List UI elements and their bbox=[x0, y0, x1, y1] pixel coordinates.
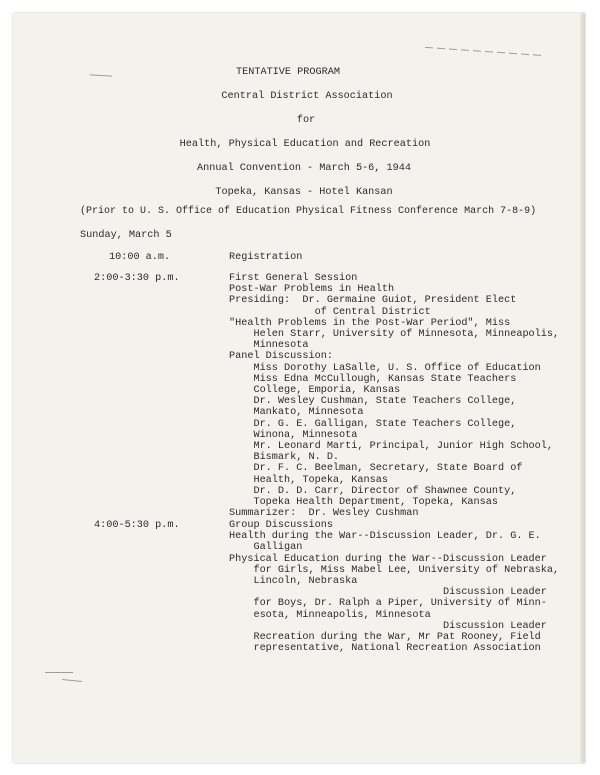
session-line: Miss Dorothy LaSalle, U. S. Office of Education bbox=[229, 362, 541, 374]
session-line: Dr. Wesley Cushman, State Teachers College, bbox=[229, 396, 517, 408]
session-line: Health, Topeka, Kansas bbox=[229, 474, 388, 486]
convention-location: Topeka, Kansas - Hotel Kansan bbox=[215, 187, 393, 198]
session-line: Health during the War--Discussion Leader, Dr. G. E. bbox=[229, 531, 541, 543]
session-time: 4:00-5:30 p.m. bbox=[94, 520, 180, 531]
session-line: Galligan bbox=[229, 542, 303, 554]
association-for: for bbox=[296, 115, 316, 126]
day-heading: Sunday, March 5 bbox=[80, 230, 172, 241]
session-line: Lincoln, Nebraska bbox=[229, 576, 358, 587]
pencil-mark bbox=[45, 672, 73, 673]
session-line: Bismark, N. D. bbox=[229, 452, 340, 464]
session-line: Discussion Leader bbox=[229, 587, 547, 599]
session-line: Discussion Leader bbox=[229, 620, 547, 632]
session-time: 2:00-3:30 p.m. bbox=[94, 273, 180, 284]
session-line: for Boys, Dr. Ralph a Piper, University of Minn- bbox=[229, 598, 547, 610]
session-line: representative, National Recreation Association bbox=[229, 643, 541, 655]
association-name: Central District Association bbox=[221, 91, 393, 102]
session-line: Mankato, Minnesota bbox=[229, 407, 364, 419]
session-line: Group Discussions bbox=[229, 520, 333, 531]
session-line: esota, Minneapolis, Minnesota bbox=[229, 609, 431, 621]
session-line: Helen Starr, University of Minnesota, Minneapolis, bbox=[229, 329, 560, 340]
session-line: College, Emporia, Kansas bbox=[229, 385, 401, 396]
session-line: Post-War Problems in Health bbox=[229, 284, 395, 296]
session-line: Winona, Minnesota bbox=[229, 429, 358, 441]
session-line: Dr. F. C. Beelman, Secretary, State Board of bbox=[229, 463, 523, 475]
session-line: Minnesota bbox=[229, 340, 309, 352]
session-line: Recreation during the War, Mr Pat Rooney, Field bbox=[229, 632, 541, 643]
session-line: of Central District bbox=[229, 306, 431, 318]
session-line: Physical Education during the War--Discussion Leader bbox=[229, 553, 547, 565]
session-line: First General Session bbox=[229, 273, 358, 284]
association-field: Health, Physical Education and Recreation bbox=[179, 139, 431, 150]
session-time: 10:00 a.m. bbox=[109, 252, 171, 263]
session-line: Panel Discussion: bbox=[229, 351, 333, 363]
session-line: Topeka Health Department, Topeka, Kansas bbox=[229, 497, 498, 508]
session-line: Summarizer: Dr. Wesley Cushman bbox=[229, 508, 419, 520]
program-title: TENTATIVE PROGRAM bbox=[236, 67, 340, 78]
session-line: Mr. Leonard Marti, Principal, Junior High School, bbox=[229, 441, 554, 452]
session-line: Dr. D. D. Carr, Director of Shawnee County, bbox=[229, 485, 517, 497]
session-line: Presiding: Dr. Germaine Guiot, President Elect bbox=[229, 295, 517, 307]
session-line: Miss Edna McCullough, Kansas State Teachers bbox=[229, 373, 517, 385]
session-line: "Health Problems in the Post-War Period", Miss bbox=[229, 317, 511, 329]
session-line: for Girls, Miss Mabel Lee, University of Nebraska, bbox=[229, 564, 560, 576]
session-line: Dr. G. E. Galligan, State Teachers College, bbox=[229, 418, 517, 430]
session-line: Registration bbox=[229, 252, 303, 263]
convention-dates: Annual Convention - March 5-6, 1944 bbox=[197, 163, 411, 174]
conference-note: (Prior to U. S. Office of Education Physical Fitness Conference March 7-8-9) bbox=[80, 206, 537, 217]
